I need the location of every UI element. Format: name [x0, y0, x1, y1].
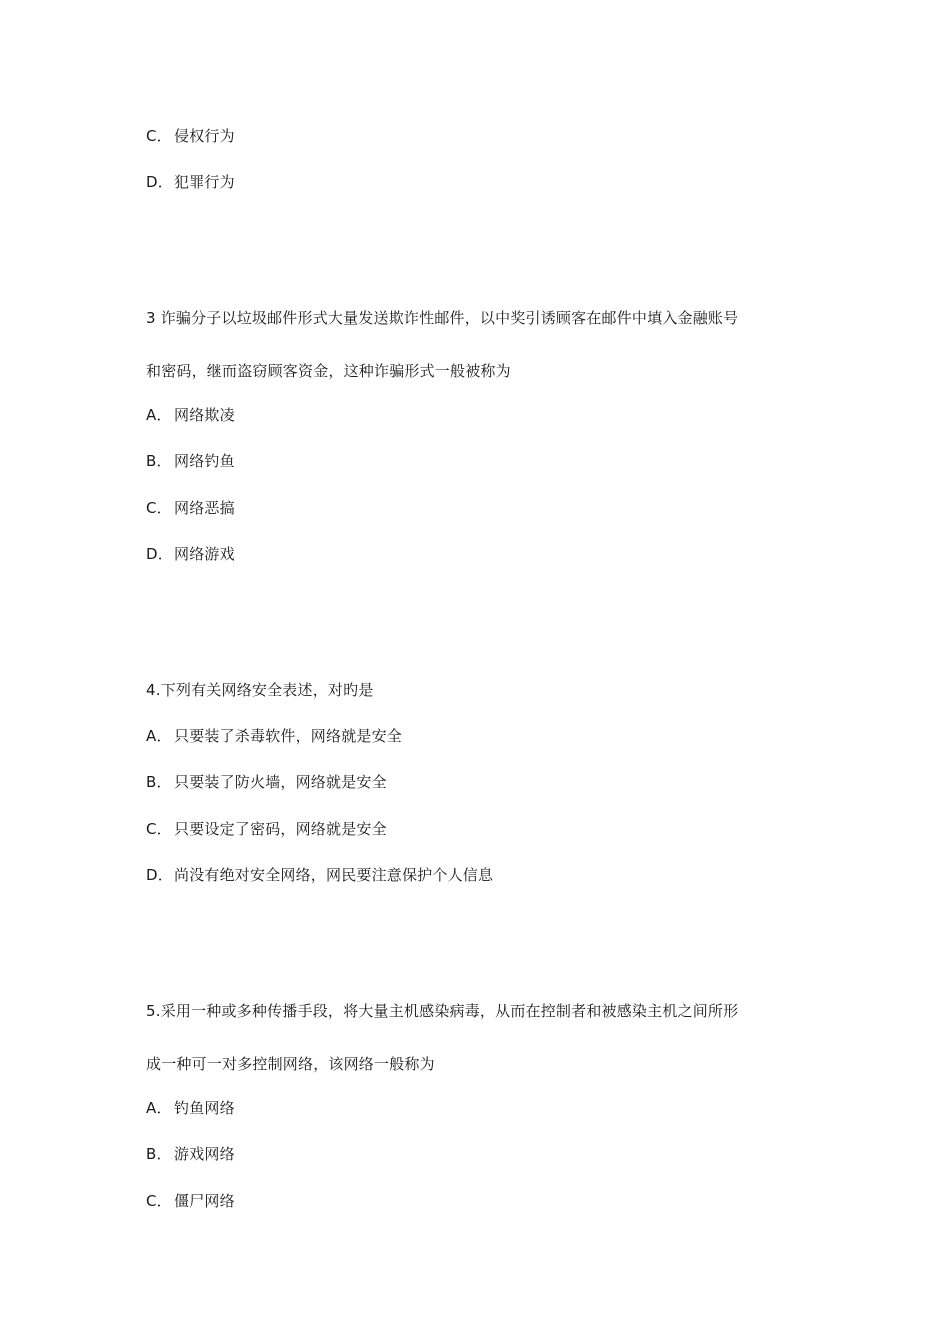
q4-option-a	[146, 726, 402, 746]
q5-option-b	[146, 1144, 235, 1164]
q2-option-d	[146, 172, 235, 192]
option-text: 网络恶搞	[174, 499, 235, 517]
option-letter: C．	[146, 499, 172, 517]
q4-option-d	[146, 865, 493, 885]
option-text: 侵权行为	[174, 127, 235, 145]
option-text: 犯罪行为	[174, 173, 235, 191]
option-letter: A．	[146, 406, 172, 424]
q3-option-d	[146, 544, 235, 564]
option-letter: A．	[146, 1099, 172, 1117]
q5-stem-line2: 成一种可一对多控制网络，该网络一般称为	[146, 1055, 435, 1073]
option-letter: B．	[146, 452, 172, 470]
q3-stem-line2: 和密码，继而盗窃顾客资金，这种诈骗形式一般被称为	[146, 362, 511, 380]
q5-stem-line1: 5.采用一种或多种传播手段，将大量主机感染病毒，从而在控制者和被感染主机之间所形	[146, 1002, 739, 1020]
q2-option-c	[146, 126, 235, 146]
option-letter: B．	[146, 773, 172, 791]
q4-stem-line1: 4.下列有关网络安全表述，对旳是	[146, 681, 374, 699]
q3-option-a	[146, 405, 235, 425]
q4-option-b	[146, 772, 387, 792]
option-letter: C．	[146, 127, 172, 145]
option-letter: D．	[146, 173, 173, 191]
option-letter: C．	[146, 1192, 172, 1210]
q4-option-c	[146, 819, 387, 839]
option-text: 只要设定了密码，网络就是安全	[174, 820, 387, 838]
option-text: 网络欺凌	[174, 406, 235, 424]
option-text: 只要装了防火墙，网络就是安全	[174, 773, 387, 791]
option-text: 游戏网络	[174, 1145, 235, 1163]
option-letter: D．	[146, 866, 173, 884]
option-text: 只要装了杀毒软件，网络就是安全	[174, 727, 403, 745]
option-text: 尚没有绝对安全网络，网民要注意保护个人信息	[174, 866, 494, 884]
q3-option-b	[146, 451, 235, 471]
option-text: 网络钓鱼	[174, 452, 235, 470]
option-text: 僵尸网络	[174, 1192, 235, 1210]
option-letter: D．	[146, 545, 173, 563]
option-text: 网络游戏	[174, 545, 235, 563]
option-letter: A．	[146, 727, 172, 745]
option-text: 钓鱼网络	[174, 1099, 235, 1117]
q5-option-a	[146, 1098, 235, 1118]
q3-option-c	[146, 498, 235, 518]
option-letter: B．	[146, 1145, 172, 1163]
option-letter: C．	[146, 820, 172, 838]
q5-option-c	[146, 1191, 235, 1211]
q3-stem-line1: 3 诈骗分子以垃圾邮件形式大量发送欺诈性邮件，以中奖引诱顾客在邮件中填入金融账号	[146, 309, 739, 327]
